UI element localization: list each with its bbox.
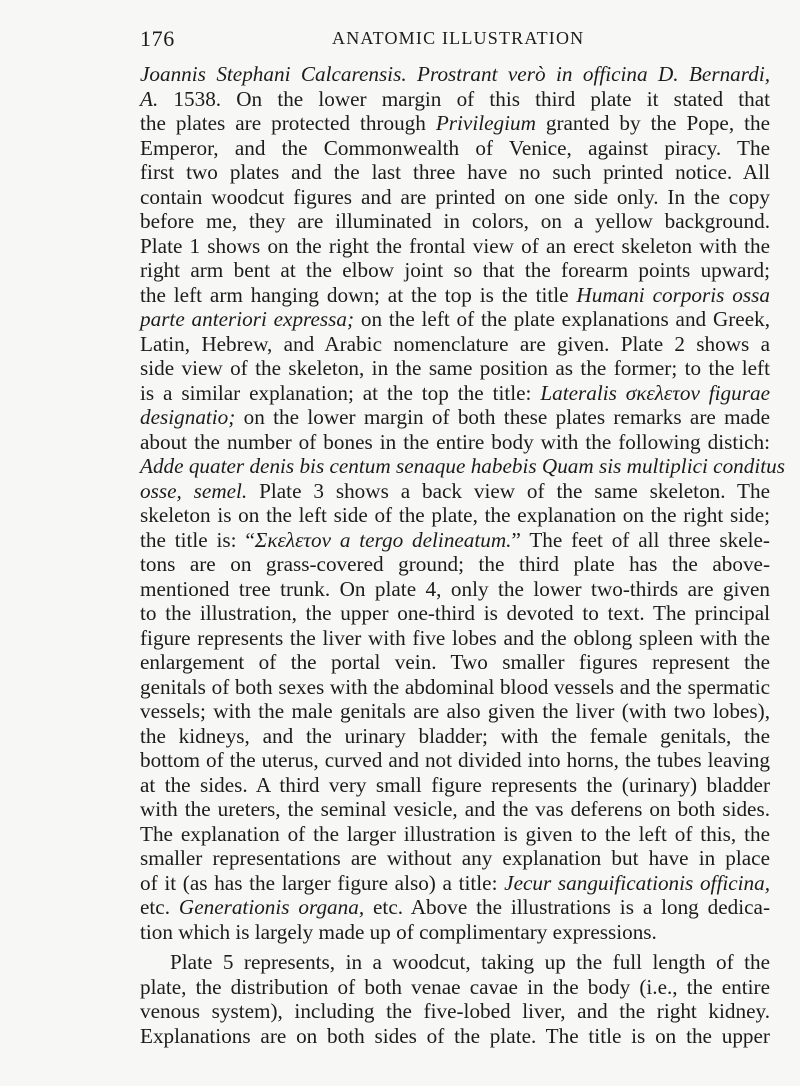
text-line: tons are on grass-covered ground; the third plate has the above- bbox=[140, 552, 770, 576]
text-line: parte anteriori expressa; on the left of the plate explanations and Greek, bbox=[140, 307, 770, 331]
text-line: is a similar explanation; at the top the title: Lateralis σκελετον figurae bbox=[140, 380, 770, 405]
text-line: Explanations are on both sides of the plate. The title is on the upper bbox=[140, 1023, 770, 1048]
text-line: before me, they are illuminated in colors, on a yellow background. bbox=[140, 209, 770, 233]
text-line: bottom of the uterus, curved and not divided into horns, the tubes leaving bbox=[140, 748, 770, 772]
body-text bbox=[140, 62, 785, 1048]
text-line: venous system), including the five-lobed liver, and the right kidney. bbox=[140, 999, 770, 1023]
text-line: plate, the distribution of both venae cavae in the body (i.e., the entire bbox=[140, 974, 770, 999]
text-line: about the number of bones in the entire body with the following distich: bbox=[140, 429, 770, 454]
text-line: tion which is largely made up of complimentary expressions. bbox=[140, 919, 657, 944]
text-line: The explanation of the larger illustration is given to the left of this, the bbox=[140, 821, 770, 846]
text-line: to the illustration, the upper one-third is devoted to text. The principal bbox=[140, 601, 770, 625]
text-line: the kidneys, and the urinary bladder; with the female genitals, the bbox=[140, 723, 770, 748]
text-line: smaller representations are without any explanation but have in place bbox=[140, 846, 770, 870]
text-line: Adde quater denis bis centum senaque habebis Quam sis multiplici conditus bbox=[140, 454, 785, 478]
text-line: figure represents the liver with five lobes and the oblong spleen with the bbox=[140, 625, 770, 650]
text-line: the title is: “Σκελετον a tergo delineatum.” The feet of all three skele- bbox=[140, 527, 770, 552]
text-line: the plates are protected through Privilegium granted by the Pope, the bbox=[140, 111, 770, 135]
text-line: of it (as has the larger figure also) a title: Jecur sanguificationis officina, bbox=[140, 870, 770, 895]
text-line: genitals of both sexes with the abdominal blood vessels and the spermatic bbox=[140, 674, 770, 699]
text-line: enlargement of the portal vein. Two smaller figures represent the bbox=[140, 650, 770, 674]
text-line: Joannis Stephani Calcarensis. Prostrant verò in officina D. Bernardi, bbox=[140, 62, 771, 86]
text-line: Plate 5 represents, in a woodcut, taking up the full length of the bbox=[170, 950, 770, 974]
text-line: contain woodcut figures and are printed on one side only. In the copy bbox=[140, 184, 770, 209]
running-head bbox=[140, 22, 770, 52]
text-line: vessels; with the male genitals are also given the liver (with two lobes), bbox=[140, 699, 770, 723]
page-number: 176 bbox=[140, 26, 175, 51]
text-line: side view of the skeleton, in the same position as the former; to the left bbox=[140, 356, 770, 380]
text-line: with the ureters, the seminal vesicle, and the vas deferens on both sides. bbox=[140, 797, 770, 821]
text-line: first two plates and the last three have no such printed notice. All bbox=[140, 160, 770, 184]
text-line: skeleton is on the left side of the plate, the explanation on the right side; bbox=[140, 503, 770, 527]
text-line: the left arm hanging down; at the top is the title Humani corporis ossa bbox=[140, 282, 770, 307]
text-line: A. 1538. On the lower margin of this third plate it stated that bbox=[140, 86, 770, 111]
text-line: right arm bent at the elbow joint so that the forearm points upward; bbox=[140, 258, 770, 282]
text-line: designatio; on the lower margin of both these plates remarks are made bbox=[140, 405, 770, 429]
running-title: ANATOMIC ILLUSTRATION bbox=[332, 28, 585, 48]
text-line: osse, semel. Plate 3 shows a back view of the same skeleton. The bbox=[140, 478, 770, 503]
text-line: etc. Generationis organa, etc. Above the illustrations is a long dedica- bbox=[140, 895, 771, 919]
text-line: mentioned tree trunk. On plate 4, only the lower two-thirds are given bbox=[140, 576, 770, 601]
text-line: Emperor, and the Commonwealth of Venice, against piracy. The bbox=[140, 135, 770, 160]
text-line: Latin, Hebrew, and Arabic nomenclature are given. Plate 2 shows a bbox=[140, 331, 770, 356]
text-line: Plate 1 shows on the right the frontal view of an erect skeleton with the bbox=[140, 233, 770, 258]
text-line: at the sides. A third very small figure represents the (urinary) bladder bbox=[140, 772, 770, 797]
